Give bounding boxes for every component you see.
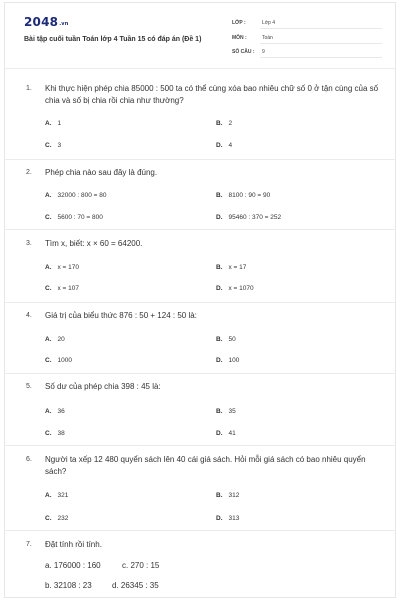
meta-class <box>232 17 382 31</box>
option-letter: B. <box>216 408 223 415</box>
option-c[interactable] <box>45 515 68 522</box>
question-divider <box>5 445 395 446</box>
option-letter: A. <box>45 192 52 199</box>
option-b[interactable] <box>216 336 236 343</box>
option-a[interactable] <box>45 120 61 127</box>
meta-underline <box>260 28 382 29</box>
option-c[interactable] <box>45 357 72 364</box>
option-a[interactable] <box>45 492 68 499</box>
exercise-b: b. 32108 : 23 <box>45 581 92 590</box>
exercise-a: a. 176000 : 160 <box>45 561 101 570</box>
option-letter: C. <box>45 357 52 364</box>
option-d[interactable] <box>216 142 232 149</box>
option-c[interactable] <box>45 430 65 437</box>
option-letter: B. <box>216 120 223 127</box>
option-a[interactable] <box>45 408 65 415</box>
option-a[interactable] <box>45 336 65 343</box>
question-divider <box>5 159 395 160</box>
logo-suffix: .vn <box>59 21 69 27</box>
worksheet-page <box>4 2 396 598</box>
option-text: 41 <box>228 430 236 437</box>
option-d[interactable] <box>216 285 254 292</box>
exercise-d: d. 26345 : 35 <box>112 581 159 590</box>
option-a[interactable] <box>45 192 106 199</box>
question-text: Số dư của phép chia 398 : 45 là: <box>45 382 161 391</box>
header-divider <box>5 68 395 69</box>
meta-underline <box>260 43 382 44</box>
meta-count-value: 9 <box>262 49 265 55</box>
option-letter: D. <box>216 430 223 437</box>
meta-class-label: LỚP : <box>232 20 246 26</box>
question-number: 3. <box>26 240 32 247</box>
option-letter: B. <box>216 336 223 343</box>
option-letter: C. <box>45 515 52 522</box>
option-letter: A. <box>45 408 52 415</box>
option-d[interactable] <box>216 214 281 221</box>
option-letter: D. <box>216 515 223 522</box>
option-text: 95460 : 370 = 252 <box>228 214 282 221</box>
option-text: 312 <box>228 492 240 499</box>
option-b[interactable] <box>216 192 270 199</box>
option-letter: A. <box>45 492 52 499</box>
option-text: 5600 : 70 = 800 <box>57 214 103 221</box>
option-text: x = 170 <box>57 264 80 271</box>
question-number: 1. <box>26 85 32 92</box>
option-text: 36 <box>57 408 65 415</box>
option-d[interactable] <box>216 357 239 364</box>
option-text: 3 <box>57 142 62 149</box>
meta-class-value: Lớp 4 <box>262 20 276 26</box>
option-c[interactable] <box>45 214 103 221</box>
option-text: x = 107 <box>57 285 80 292</box>
option-text: 20 <box>57 336 65 343</box>
question-number: 5. <box>26 383 32 390</box>
option-d[interactable] <box>216 515 239 522</box>
option-text: 232 <box>57 515 69 522</box>
question-text: Người ta xếp 12 480 quyển sách lên 40 cái giá sách. Hỏi mỗi giá sách có bao nhiêu quyển sách? <box>45 455 366 476</box>
question-text: Tìm x, biết: x × 60 = 64200. <box>45 239 143 248</box>
option-text: 35 <box>228 408 236 415</box>
option-text: 2 <box>228 120 233 127</box>
meta-count-label: SỐ CÂU : <box>232 49 255 55</box>
meta-subject-label: MÔN : <box>232 35 247 41</box>
option-d[interactable] <box>216 430 236 437</box>
meta-subject <box>232 32 382 46</box>
option-letter: B. <box>216 192 223 199</box>
question-divider <box>5 302 395 303</box>
option-letter: D. <box>216 142 223 149</box>
option-letter: C. <box>45 285 52 292</box>
question-number: 2. <box>26 169 32 176</box>
option-text: 4 <box>228 142 233 149</box>
option-letter: D. <box>216 214 223 221</box>
question-number: 7. <box>26 541 32 548</box>
option-letter: C. <box>45 214 52 221</box>
option-b[interactable] <box>216 120 232 127</box>
option-letter: B. <box>216 264 223 271</box>
meta-underline <box>260 57 382 58</box>
question-text: Khi thực hiện phép chia 85000 : 500 ta có thể cùng xóa bao nhiêu chữ số 0 ở tận cùng của số chia và số bị chia rồi chia như thường? <box>45 84 379 105</box>
option-letter: A. <box>45 120 52 127</box>
worksheet-title: Bài tập cuối tuần Toán lớp 4 Tuần 15 có đáp án (Đề 1) <box>24 36 202 43</box>
question-number: 4. <box>26 312 32 319</box>
option-letter: D. <box>216 357 223 364</box>
site-logo[interactable] <box>24 15 69 29</box>
option-letter: C. <box>45 430 52 437</box>
option-letter: A. <box>45 336 52 343</box>
question-number: 6. <box>26 456 32 463</box>
option-b[interactable] <box>216 492 239 499</box>
option-letter: C. <box>45 142 52 149</box>
option-text: 313 <box>228 515 240 522</box>
question-divider <box>5 229 395 230</box>
option-text: 8100 : 90 = 90 <box>228 192 271 199</box>
option-letter: B. <box>216 492 223 499</box>
worksheet-header <box>5 3 395 69</box>
question-text: Giá trị của biểu thức 876 : 50 + 124 : 50 là: <box>45 311 197 320</box>
option-text: 50 <box>228 336 236 343</box>
option-text: 32000 : 800 = 80 <box>57 192 107 199</box>
option-text: 1000 <box>57 357 72 364</box>
meta-subject-value: Toán <box>262 35 273 41</box>
option-letter: D. <box>216 285 223 292</box>
logo-main: 2048 <box>24 15 59 29</box>
option-c[interactable] <box>45 142 61 149</box>
option-text: x = 17 <box>228 264 247 271</box>
question-divider <box>5 373 395 374</box>
option-b[interactable] <box>216 264 246 271</box>
question-divider <box>5 530 395 531</box>
exercise-c: c. 270 : 15 <box>122 561 160 570</box>
option-letter: A. <box>45 264 52 271</box>
option-b[interactable] <box>216 408 236 415</box>
option-text: 321 <box>57 492 69 499</box>
meta-question-count <box>232 46 382 60</box>
question-text: Đặt tính rồi tính. <box>45 540 102 549</box>
option-c[interactable] <box>45 285 79 292</box>
option-a[interactable] <box>45 264 79 271</box>
option-text: x = 1070 <box>228 285 254 292</box>
option-text: 38 <box>57 430 65 437</box>
option-text: 1 <box>57 120 62 127</box>
question-text: Phép chia nào sau đây là đúng. <box>45 168 158 177</box>
option-text: 100 <box>228 357 240 364</box>
